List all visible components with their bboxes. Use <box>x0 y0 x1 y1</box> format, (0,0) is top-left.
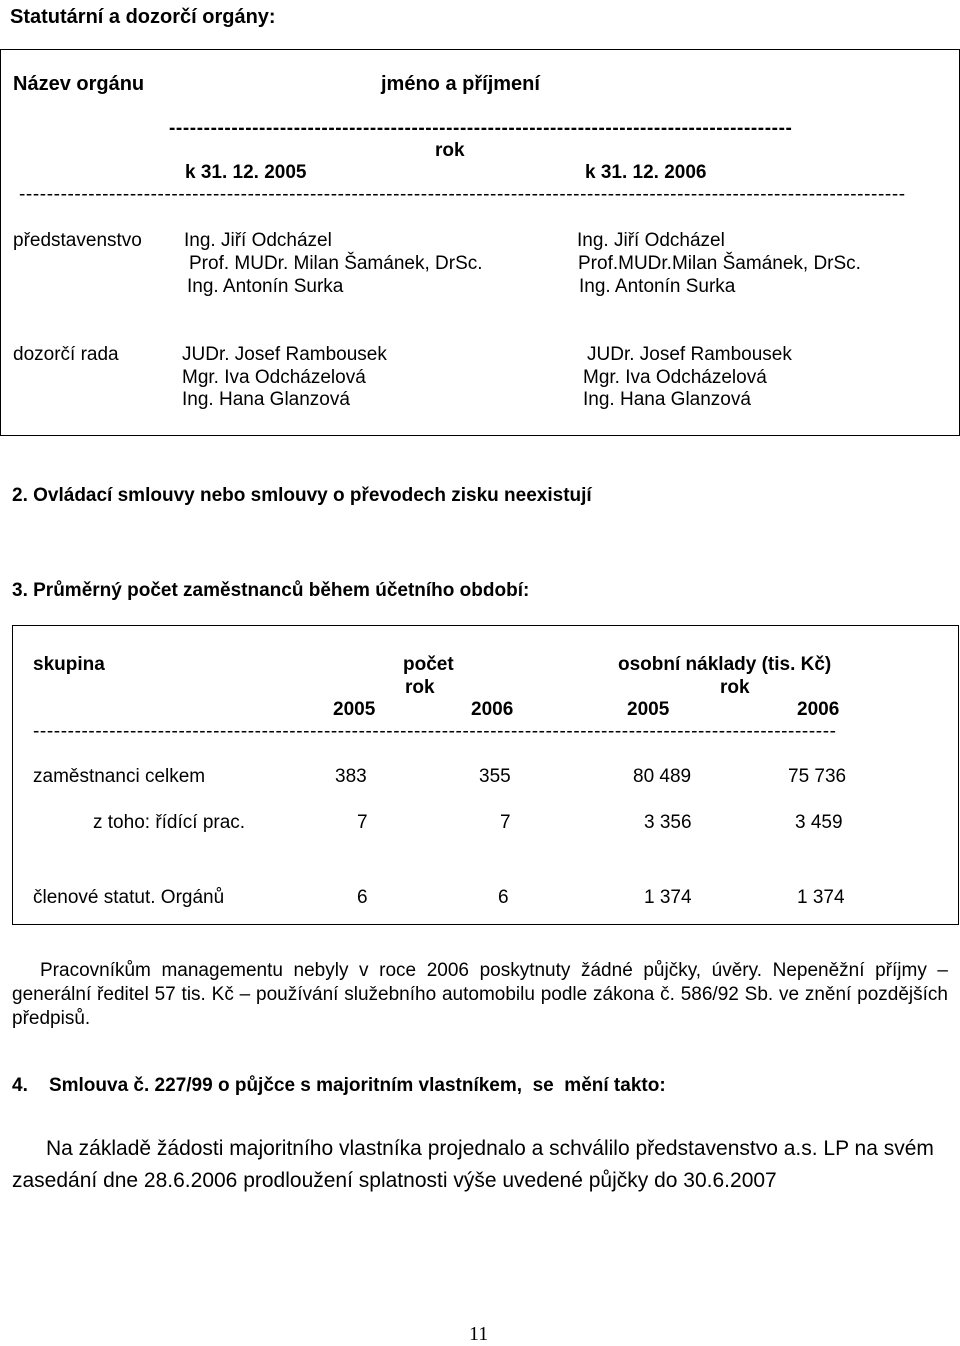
header-naklady-2006: 2006 <box>797 699 840 720</box>
header-naklady: osobní náklady (tis. Kč) <box>618 654 832 675</box>
predstavenstvo-2005-3: Ing. Antonín Surka <box>187 276 344 297</box>
dozorci-rada-2005-1: JUDr. Josef Rambousek <box>182 344 387 365</box>
employees-table <box>12 625 959 925</box>
section4-title: 4. Smlouva č. 227/99 o půjčce s majoritním vlastníkem, se mění takto: <box>12 1075 666 1096</box>
page-number: 11 <box>469 1323 489 1345</box>
management-note: Pracovníkům managementu nebyly v roce 2006 poskytnuty žádné půjčky, úvěry. Nepeněžní příjmy – generální ředitel 57 tis. Kč – používání služebního automobilu podle zákona č. 586/92 Sb. ve znění pozdějších předpisů. <box>12 960 948 1029</box>
header-pocet-rok: rok <box>405 677 435 698</box>
section4-text: Na základě žádosti majoritního vlastníka projednalo a schválilo představenstvo a.s. LP na svém zasedání dne 28.6.2006 prodloužení splatnosti výše uvedené půjčky do 30.6.2007 <box>12 1137 934 1192</box>
header-pocet: počet <box>403 654 454 675</box>
header-dash-long: -------------------------------------------------------------------------------------------------------------------------------- <box>19 184 906 205</box>
row-pocet-2006: 7 <box>500 812 511 833</box>
row-label: členové statut. Orgánů <box>33 887 225 908</box>
section2-title: 2. Ovládací smlouvy nebo smlouvy o převodech zisku neexistují <box>12 485 592 506</box>
row-label: zaměstnanci celkem <box>33 766 206 787</box>
dozorci-rada-2006-3: Ing. Hana Glanzová <box>583 389 751 410</box>
row-pocet-2005: 6 <box>357 887 368 908</box>
header-dash-short: ------------------------------------------------------------------------------------------ <box>169 118 793 139</box>
dozorci-rada-2005-3: Ing. Hana Glanzová <box>182 389 350 410</box>
section1-title: Statutární a dozorčí orgány: <box>10 6 276 28</box>
header-pocet-2006: 2006 <box>471 699 514 720</box>
row-naklady-2005: 3 356 <box>644 812 692 833</box>
header-dash: -------------------------------------------------------------------------------------------------------------------- <box>33 721 837 742</box>
header-organ: Název orgánu <box>13 73 145 95</box>
dozorci-rada-2006-1: JUDr. Josef Rambousek <box>587 344 792 365</box>
predstavenstvo-2006-1: Ing. Jiří Odcházel <box>577 230 725 251</box>
row-pocet-2005: 7 <box>357 812 368 833</box>
dozorci-rada-2006-2: Mgr. Iva Odcházelová <box>583 367 767 388</box>
predstavenstvo-2006-3: Ing. Antonín Surka <box>579 276 736 297</box>
header-date-2005: k 31. 12. 2005 <box>185 162 307 183</box>
header-naklady-2005: 2005 <box>627 699 670 720</box>
row-pocet-2006: 355 <box>479 766 511 787</box>
row-naklady-2006: 1 374 <box>797 887 845 908</box>
row-pocet-2006: 6 <box>498 887 509 908</box>
header-skupina: skupina <box>33 654 105 675</box>
row-naklady-2005: 1 374 <box>644 887 692 908</box>
organs-table <box>0 49 960 436</box>
header-name: jméno a příjmení <box>381 73 540 95</box>
section3-title: 3. Průměrný počet zaměstnanců během účetního období: <box>12 580 530 601</box>
row-label: z toho: řídící prac. <box>93 812 246 833</box>
header-date-2006: k 31. 12. 2006 <box>585 162 707 183</box>
header-rok: rok <box>435 140 465 161</box>
predstavenstvo-label: představenstvo <box>13 230 142 251</box>
header-naklady-rok: rok <box>720 677 750 698</box>
dozorci-rada-2005-2: Mgr. Iva Odcházelová <box>182 367 366 388</box>
row-pocet-2005: 383 <box>335 766 367 787</box>
dozorci-rada-label: dozorčí rada <box>13 344 119 365</box>
predstavenstvo-2006-2: Prof.MUDr.Milan Šamánek, DrSc. <box>578 253 861 274</box>
predstavenstvo-2005-1: Ing. Jiří Odcházel <box>184 230 332 251</box>
row-naklady-2006: 75 736 <box>788 766 847 787</box>
header-pocet-2005: 2005 <box>333 699 376 720</box>
row-naklady-2006: 3 459 <box>795 812 843 833</box>
predstavenstvo-2005-2: Prof. MUDr. Milan Šamánek, DrSc. <box>189 253 483 274</box>
row-naklady-2005: 80 489 <box>633 766 692 787</box>
